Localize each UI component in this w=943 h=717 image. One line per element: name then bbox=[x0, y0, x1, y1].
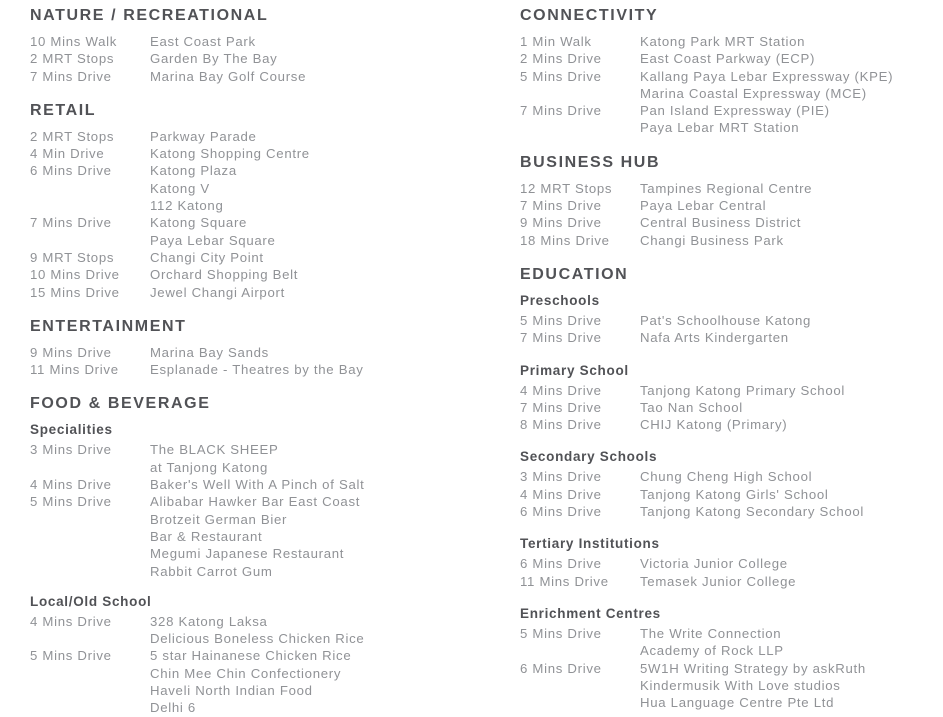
travel-time: 5 Mins Drive bbox=[30, 494, 112, 510]
place-list bbox=[640, 180, 943, 197]
place-list bbox=[640, 33, 943, 50]
place-name: 112 Katong bbox=[150, 198, 224, 214]
place-name: 5 star Hainanese Chicken Rice bbox=[150, 648, 352, 664]
amenity-row bbox=[30, 214, 520, 249]
section-title: ENTERTAINMENT bbox=[30, 317, 187, 335]
section bbox=[30, 394, 520, 716]
place-list bbox=[640, 68, 943, 103]
travel-time: 6 Mins Drive bbox=[520, 556, 602, 572]
place-name: Changi Business Park bbox=[640, 232, 784, 248]
travel-time: 2 Mins Drive bbox=[520, 51, 602, 67]
amenity-row bbox=[30, 249, 520, 266]
place-list bbox=[150, 647, 520, 716]
place-name: Esplanade - Theatres by the Bay bbox=[150, 362, 364, 378]
place-list bbox=[640, 573, 943, 590]
amenity-row bbox=[520, 312, 943, 329]
place-list bbox=[640, 399, 943, 416]
section-title: RETAIL bbox=[30, 101, 97, 119]
amenity-row bbox=[30, 128, 520, 145]
place-name: Chin Mee Chin Confectionery bbox=[150, 665, 342, 681]
place-name: Jewel Changi Airport bbox=[150, 284, 285, 300]
amenity-row bbox=[520, 660, 943, 712]
section-title: BUSINESS HUB bbox=[520, 153, 661, 171]
travel-time: 7 Mins Drive bbox=[30, 215, 112, 231]
group-subtitle: Primary School bbox=[520, 362, 629, 378]
amenity-row bbox=[30, 50, 520, 67]
group-subtitle: Specialities bbox=[30, 422, 113, 438]
amenity-row bbox=[520, 232, 943, 249]
amenity-row bbox=[520, 197, 943, 214]
place-name: Tao Nan School bbox=[640, 399, 743, 415]
section-group bbox=[30, 128, 520, 301]
section-title: NATURE / RECREATIONAL bbox=[30, 7, 269, 24]
place-list bbox=[150, 249, 520, 266]
travel-time: 8 Mins Drive bbox=[520, 417, 602, 433]
amenity-row bbox=[30, 441, 520, 476]
travel-time: 10 Mins Walk bbox=[30, 34, 118, 49]
amenity-row bbox=[30, 613, 520, 648]
travel-time: 7 Mins Drive bbox=[520, 399, 602, 415]
place-name: Hua Language Centre Pte Ltd bbox=[640, 695, 835, 711]
place-list bbox=[640, 197, 943, 214]
place-list bbox=[150, 493, 520, 579]
amenity-row bbox=[520, 180, 943, 197]
place-list bbox=[640, 312, 943, 329]
amenity-row bbox=[30, 68, 520, 85]
travel-time: 9 MRT Stops bbox=[30, 249, 115, 265]
section-group bbox=[520, 292, 943, 347]
section bbox=[30, 6, 520, 85]
place-name: Temasek Junior College bbox=[640, 573, 797, 589]
amenity-row bbox=[520, 33, 943, 50]
place-list bbox=[150, 476, 520, 493]
travel-time: 4 Mins Drive bbox=[520, 486, 602, 502]
section-group bbox=[520, 362, 943, 434]
right-column bbox=[520, 6, 943, 717]
travel-time: 11 Mins Drive bbox=[520, 573, 609, 589]
amenity-row bbox=[30, 162, 520, 214]
group-subtitle: Tertiary Institutions bbox=[520, 536, 660, 552]
place-list bbox=[640, 468, 943, 485]
place-list bbox=[150, 441, 520, 476]
amenity-row bbox=[520, 214, 943, 231]
travel-time: 5 Mins Drive bbox=[520, 625, 602, 641]
travel-time: 7 Mins Drive bbox=[520, 330, 602, 346]
place-name: East Coast Park bbox=[150, 34, 256, 49]
travel-time: 15 Mins Drive bbox=[30, 284, 120, 300]
travel-time: 11 Mins Drive bbox=[30, 362, 119, 378]
amenity-row bbox=[30, 145, 520, 162]
section-group bbox=[30, 344, 520, 379]
amenity-row bbox=[520, 399, 943, 416]
place-name: Katong Plaza bbox=[150, 163, 237, 179]
place-list bbox=[640, 102, 943, 137]
place-name: Megumi Japanese Restaurant bbox=[150, 546, 345, 562]
place-name: at Tanjong Katong bbox=[150, 459, 268, 475]
place-list bbox=[150, 284, 520, 301]
amenity-row bbox=[30, 493, 520, 579]
place-name: Parkway Parade bbox=[150, 128, 257, 144]
section-group bbox=[520, 448, 943, 520]
travel-time: 4 Mins Drive bbox=[30, 613, 112, 629]
travel-time: 5 Mins Drive bbox=[30, 648, 112, 664]
section-group bbox=[30, 421, 520, 579]
section-group bbox=[520, 605, 943, 711]
place-name: Nafa Arts Kindergarten bbox=[640, 330, 789, 346]
section bbox=[30, 101, 520, 301]
travel-time: 7 Mins Drive bbox=[520, 103, 602, 119]
amenity-row bbox=[520, 486, 943, 503]
place-list bbox=[150, 344, 520, 361]
place-name: Orchard Shopping Belt bbox=[150, 267, 299, 283]
amenity-row bbox=[30, 266, 520, 283]
place-name: Brotzeit German Bier bbox=[150, 511, 288, 527]
place-name: Paya Lebar Central bbox=[640, 198, 767, 214]
place-name: Garden By The Bay bbox=[150, 51, 278, 67]
amenity-row bbox=[520, 68, 943, 103]
place-list bbox=[640, 232, 943, 249]
section-group bbox=[30, 593, 520, 717]
place-name: Delhi 6 bbox=[150, 700, 196, 716]
travel-time: 6 Mins Drive bbox=[520, 504, 602, 520]
place-list bbox=[150, 33, 520, 50]
amenity-row bbox=[520, 416, 943, 433]
amenity-row bbox=[30, 361, 520, 378]
travel-time: 9 Mins Drive bbox=[520, 215, 602, 231]
place-list bbox=[640, 214, 943, 231]
section-title: FOOD & BEVERAGE bbox=[30, 395, 211, 413]
travel-time: 5 Mins Drive bbox=[520, 68, 602, 84]
place-name: Alibabar Hawker Bar East Coast bbox=[150, 494, 361, 510]
place-name: East Coast Parkway (ECP) bbox=[640, 51, 816, 67]
place-list bbox=[640, 382, 943, 399]
place-list bbox=[150, 50, 520, 67]
travel-time: 4 Mins Drive bbox=[30, 477, 112, 493]
amenity-row bbox=[520, 625, 943, 660]
section-group bbox=[520, 535, 943, 590]
amenity-row bbox=[30, 476, 520, 493]
place-name: Bar & Restaurant bbox=[150, 528, 263, 544]
place-name: Katong Square bbox=[150, 215, 248, 231]
section-group bbox=[30, 33, 520, 85]
section bbox=[30, 317, 520, 379]
travel-time: 6 Mins Drive bbox=[520, 660, 602, 676]
travel-time: 3 Mins Drive bbox=[30, 442, 112, 458]
travel-time: 18 Mins Drive bbox=[520, 232, 610, 248]
travel-time: 3 Mins Drive bbox=[520, 469, 602, 485]
place-name: Paya Lebar Square bbox=[150, 232, 276, 248]
group-subtitle: Enrichment Centres bbox=[520, 605, 661, 621]
place-list bbox=[150, 162, 520, 214]
place-list bbox=[150, 68, 520, 85]
travel-time: 4 Mins Drive bbox=[520, 382, 602, 398]
left-column bbox=[30, 6, 520, 717]
place-name: Chung Cheng High School bbox=[640, 469, 813, 485]
section bbox=[520, 153, 943, 249]
place-name: 328 Katong Laksa bbox=[150, 613, 268, 629]
place-name: Katong Shopping Centre bbox=[150, 146, 310, 162]
place-name: Marina Bay Sands bbox=[150, 344, 269, 360]
amenity-row bbox=[520, 329, 943, 346]
place-name: Katong V bbox=[150, 180, 210, 196]
place-name: The BLACK SHEEP bbox=[150, 442, 279, 458]
place-list bbox=[150, 361, 520, 378]
place-name: Tampines Regional Centre bbox=[640, 180, 813, 196]
place-list bbox=[640, 555, 943, 572]
section bbox=[520, 6, 943, 137]
amenity-row bbox=[520, 102, 943, 137]
place-list bbox=[640, 329, 943, 346]
place-name: CHIJ Katong (Primary) bbox=[640, 417, 788, 433]
travel-time: 9 Mins Drive bbox=[30, 344, 112, 360]
travel-time: 10 Mins Drive bbox=[30, 267, 120, 283]
place-name: Marina Coastal Expressway (MCE) bbox=[640, 85, 867, 101]
place-name: Baker's Well With A Pinch of Salt bbox=[150, 477, 365, 493]
section bbox=[520, 265, 943, 711]
travel-time: 1 Min Walk bbox=[520, 34, 592, 49]
place-list bbox=[640, 416, 943, 433]
place-name: 5W1H Writing Strategy by askRuth bbox=[640, 660, 866, 676]
travel-time: 7 Mins Drive bbox=[520, 198, 602, 214]
travel-time: 7 Mins Drive bbox=[30, 68, 112, 84]
place-list bbox=[640, 503, 943, 520]
place-name: Rabbit Carrot Gum bbox=[150, 563, 273, 579]
travel-time: 2 MRT Stops bbox=[30, 51, 115, 67]
place-list bbox=[640, 50, 943, 67]
amenity-row bbox=[520, 503, 943, 520]
group-subtitle: Secondary Schools bbox=[520, 449, 658, 465]
place-name: Marina Bay Golf Course bbox=[150, 68, 307, 84]
place-name: Haveli North Indian Food bbox=[150, 683, 313, 699]
section-title: EDUCATION bbox=[520, 265, 629, 283]
place-name: Tanjong Katong Secondary School bbox=[640, 504, 865, 520]
place-name: Katong Park MRT Station bbox=[640, 34, 806, 49]
place-list bbox=[640, 625, 943, 660]
travel-time: 12 MRT Stops bbox=[520, 180, 613, 196]
amenity-row bbox=[30, 344, 520, 361]
place-name: Tanjong Katong Girls' School bbox=[640, 486, 829, 502]
place-name: Victoria Junior College bbox=[640, 556, 788, 572]
amenity-row bbox=[520, 50, 943, 67]
group-subtitle: Preschools bbox=[520, 292, 600, 308]
place-list bbox=[640, 660, 943, 712]
place-list bbox=[150, 613, 520, 648]
place-name: Kallang Paya Lebar Expressway (KPE) bbox=[640, 68, 894, 84]
place-name: Paya Lebar MRT Station bbox=[640, 120, 800, 136]
place-list bbox=[640, 486, 943, 503]
place-name: Changi City Point bbox=[150, 249, 264, 265]
amenity-row bbox=[520, 573, 943, 590]
place-list bbox=[150, 214, 520, 249]
amenity-row bbox=[30, 284, 520, 301]
group-subtitle: Local/Old School bbox=[30, 593, 152, 609]
section-title: CONNECTIVITY bbox=[520, 7, 659, 24]
place-name: Academy of Rock LLP bbox=[640, 643, 784, 659]
place-name: Central Business District bbox=[640, 215, 802, 231]
travel-time: 6 Mins Drive bbox=[30, 163, 112, 179]
place-name: Kindermusik With Love studios bbox=[640, 677, 841, 693]
travel-time: 4 Min Drive bbox=[30, 146, 105, 162]
place-name: Pan Island Expressway (PIE) bbox=[640, 103, 830, 119]
amenity-row bbox=[520, 382, 943, 399]
place-list bbox=[150, 145, 520, 162]
place-name: The Write Connection bbox=[640, 625, 782, 641]
travel-time: 5 Mins Drive bbox=[520, 312, 602, 328]
travel-time: 2 MRT Stops bbox=[30, 128, 115, 144]
section-group bbox=[520, 180, 943, 249]
place-name: Delicious Boneless Chicken Rice bbox=[150, 631, 365, 647]
amenity-row bbox=[30, 647, 520, 716]
place-name: Pat's Schoolhouse Katong bbox=[640, 312, 812, 328]
amenity-row bbox=[520, 468, 943, 485]
section-group bbox=[520, 33, 943, 137]
place-name: Tanjong Katong Primary School bbox=[640, 382, 846, 398]
amenity-row bbox=[520, 555, 943, 572]
amenity-row bbox=[30, 33, 520, 50]
place-list bbox=[150, 128, 520, 145]
place-list bbox=[150, 266, 520, 283]
